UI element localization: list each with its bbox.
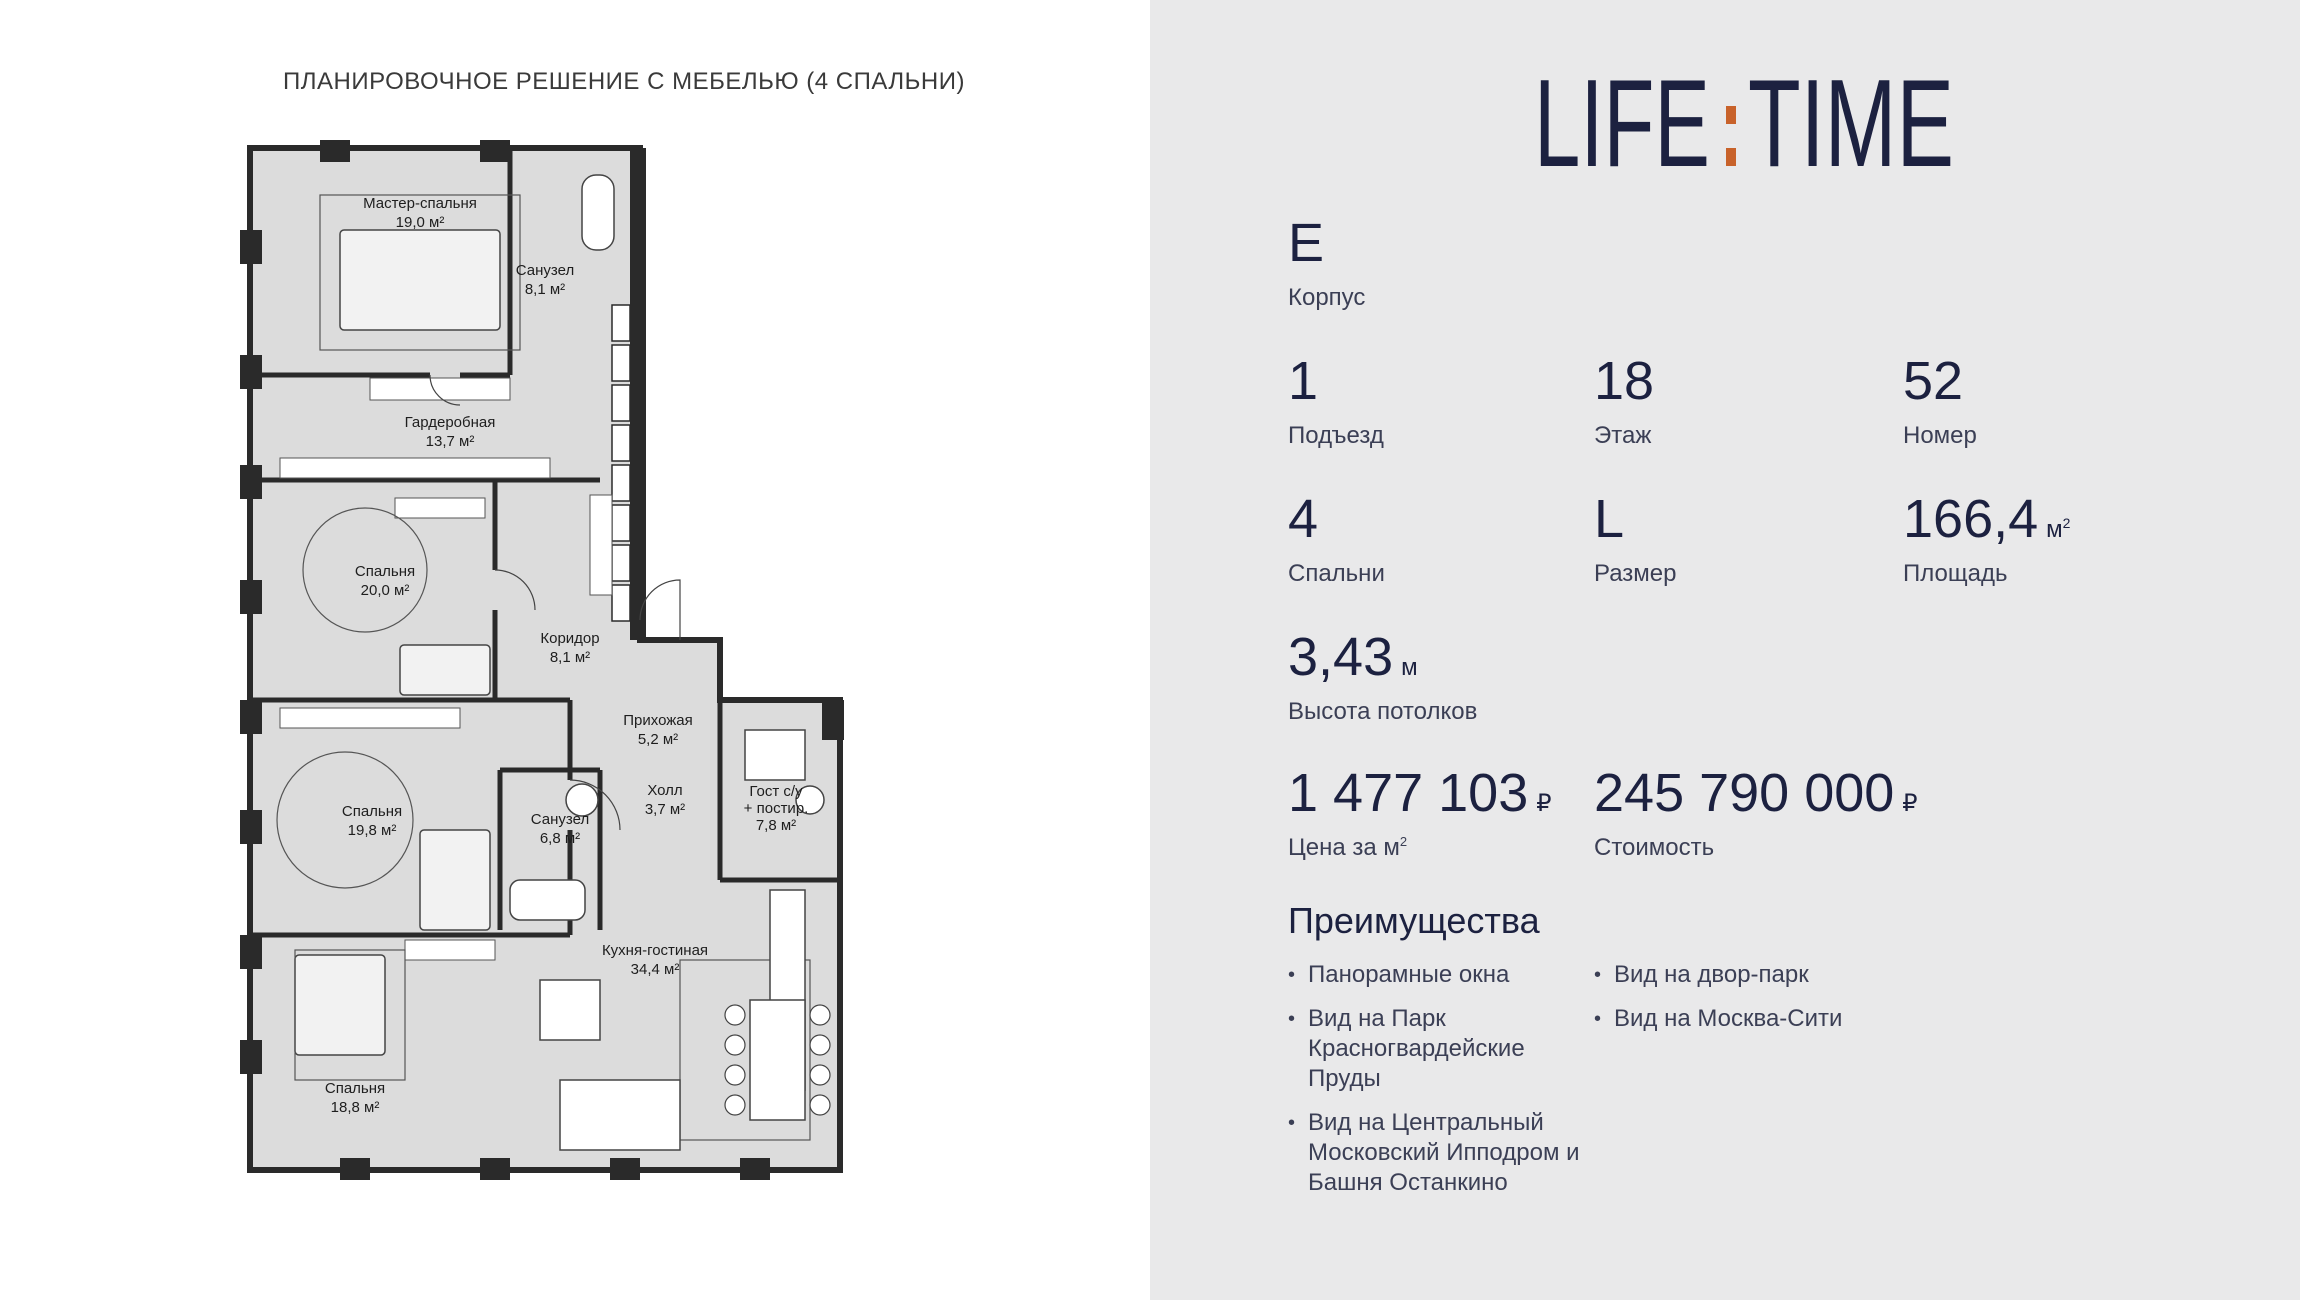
room-area: 8,1 м² xyxy=(549,649,591,666)
advantage-item: • Вид на Центральный Московский Ипподром и Башня Останкино xyxy=(1288,1108,1588,1198)
advantage-item: • Вид на Москва-Сити xyxy=(1594,1004,1924,1034)
advantages-list-2 xyxy=(1594,960,1924,1048)
stat-label: Цена за м xyxy=(1288,834,1400,861)
room-label: Коридор xyxy=(540,630,600,647)
stat-label: Стоимость xyxy=(1594,834,1715,861)
stat-value: 1 xyxy=(1288,351,1319,411)
stat-spalni xyxy=(1288,489,1385,588)
room-label: Спальня xyxy=(341,803,403,820)
stat-value: 52 xyxy=(1903,351,1964,411)
room-area: 3,7 м² xyxy=(644,801,686,818)
room-label: Спальня xyxy=(324,1080,386,1097)
stat-value: 245 790 000 xyxy=(1594,763,1895,823)
room-area: 19,8 м² xyxy=(347,822,397,839)
floor-plan xyxy=(240,140,900,1180)
room-label: Санузел xyxy=(515,262,575,279)
plan-title: ПЛАНИРОВОЧНОЕ РЕШЕНИЕ С МЕБЕЛЬЮ (4 СПАЛЬНИ) xyxy=(283,68,965,95)
logo-graphic xyxy=(1534,55,1954,193)
room-area: 7,8 м² xyxy=(755,817,797,834)
room-label: Холл xyxy=(647,782,683,799)
stat-label: Площадь xyxy=(1903,560,2008,587)
advantage-item: • Панорамные окна xyxy=(1288,960,1588,990)
logo-accent-dot xyxy=(1726,148,1736,166)
advantages-list-1 xyxy=(1288,960,1588,1212)
advantages-title: Преимущества xyxy=(1288,900,1540,941)
stat-value: 166,4 xyxy=(1903,489,2039,549)
room-label-extra: + постир. xyxy=(743,800,809,817)
stat-unit: м xyxy=(1401,654,1418,681)
stat-value: 4 xyxy=(1288,489,1319,549)
stat-ploshad xyxy=(1903,489,2071,588)
stat-value: 1 477 103 xyxy=(1288,763,1529,823)
stat-unit: ₽ xyxy=(1902,790,1918,817)
stat-value: 3,43 xyxy=(1288,627,1394,687)
room-label: Прихожая xyxy=(623,712,693,729)
stat-stoimost xyxy=(1594,763,1918,862)
life-time-logo xyxy=(1534,55,1954,193)
stat-value: E xyxy=(1288,213,1325,273)
room-label: Санузел xyxy=(530,811,590,828)
room-area: 19,0 м² xyxy=(395,214,445,231)
stat-nomer xyxy=(1903,351,1977,450)
stat-cena-m2 xyxy=(1288,763,1552,862)
stat-unit: м xyxy=(2046,516,2063,543)
room-area: 6,8 м² xyxy=(539,830,581,847)
floor-plan-drawing xyxy=(240,140,900,1180)
stat-unit: ₽ xyxy=(1536,790,1552,817)
stat-potolki xyxy=(1288,627,1478,726)
stat-label: Высота потолков xyxy=(1288,698,1478,725)
room-area: 8,1 м² xyxy=(524,281,566,298)
room-label: Гардеробная xyxy=(404,414,496,431)
room-label: Мастер-спальня xyxy=(363,195,477,212)
logo-accent-dot xyxy=(1726,106,1736,124)
stat-value: L xyxy=(1594,489,1625,549)
room-label: Гост с/у xyxy=(749,783,803,800)
stat-label: Корпус xyxy=(1288,284,1366,311)
room-area: 18,8 м² xyxy=(330,1099,380,1116)
stat-label: Номер xyxy=(1903,422,1977,449)
room-area: 13,7 м² xyxy=(425,433,475,450)
stat-label: Этаж xyxy=(1594,422,1652,449)
room-area: 5,2 м² xyxy=(637,731,679,748)
stat-value: 18 xyxy=(1594,351,1655,411)
stat-razmer xyxy=(1594,489,1677,588)
stat-label: Размер xyxy=(1594,560,1677,587)
stat-label: Спальни xyxy=(1288,560,1385,587)
logo-text-left: LIFE xyxy=(1534,55,1710,193)
stat-korpus xyxy=(1288,213,1366,312)
room-label: Спальня xyxy=(354,563,416,580)
stat-podezd xyxy=(1288,351,1384,450)
stat-etazh xyxy=(1594,351,1655,450)
advantage-item: • Вид на Парк Красногвардейские Пруды xyxy=(1288,1004,1588,1094)
room-area: 34,4 м² xyxy=(630,961,680,978)
unit-superscript: 2 xyxy=(1399,834,1408,849)
room-label: Кухня-гостиная xyxy=(601,942,709,959)
stat-label: Подъезд xyxy=(1288,422,1384,449)
room-area: 20,0 м² xyxy=(360,582,410,599)
unit-superscript: 2 xyxy=(2062,515,2071,531)
logo-text-right: TIME xyxy=(1748,55,1954,193)
advantage-item: • Вид на двор-парк xyxy=(1594,960,1924,990)
